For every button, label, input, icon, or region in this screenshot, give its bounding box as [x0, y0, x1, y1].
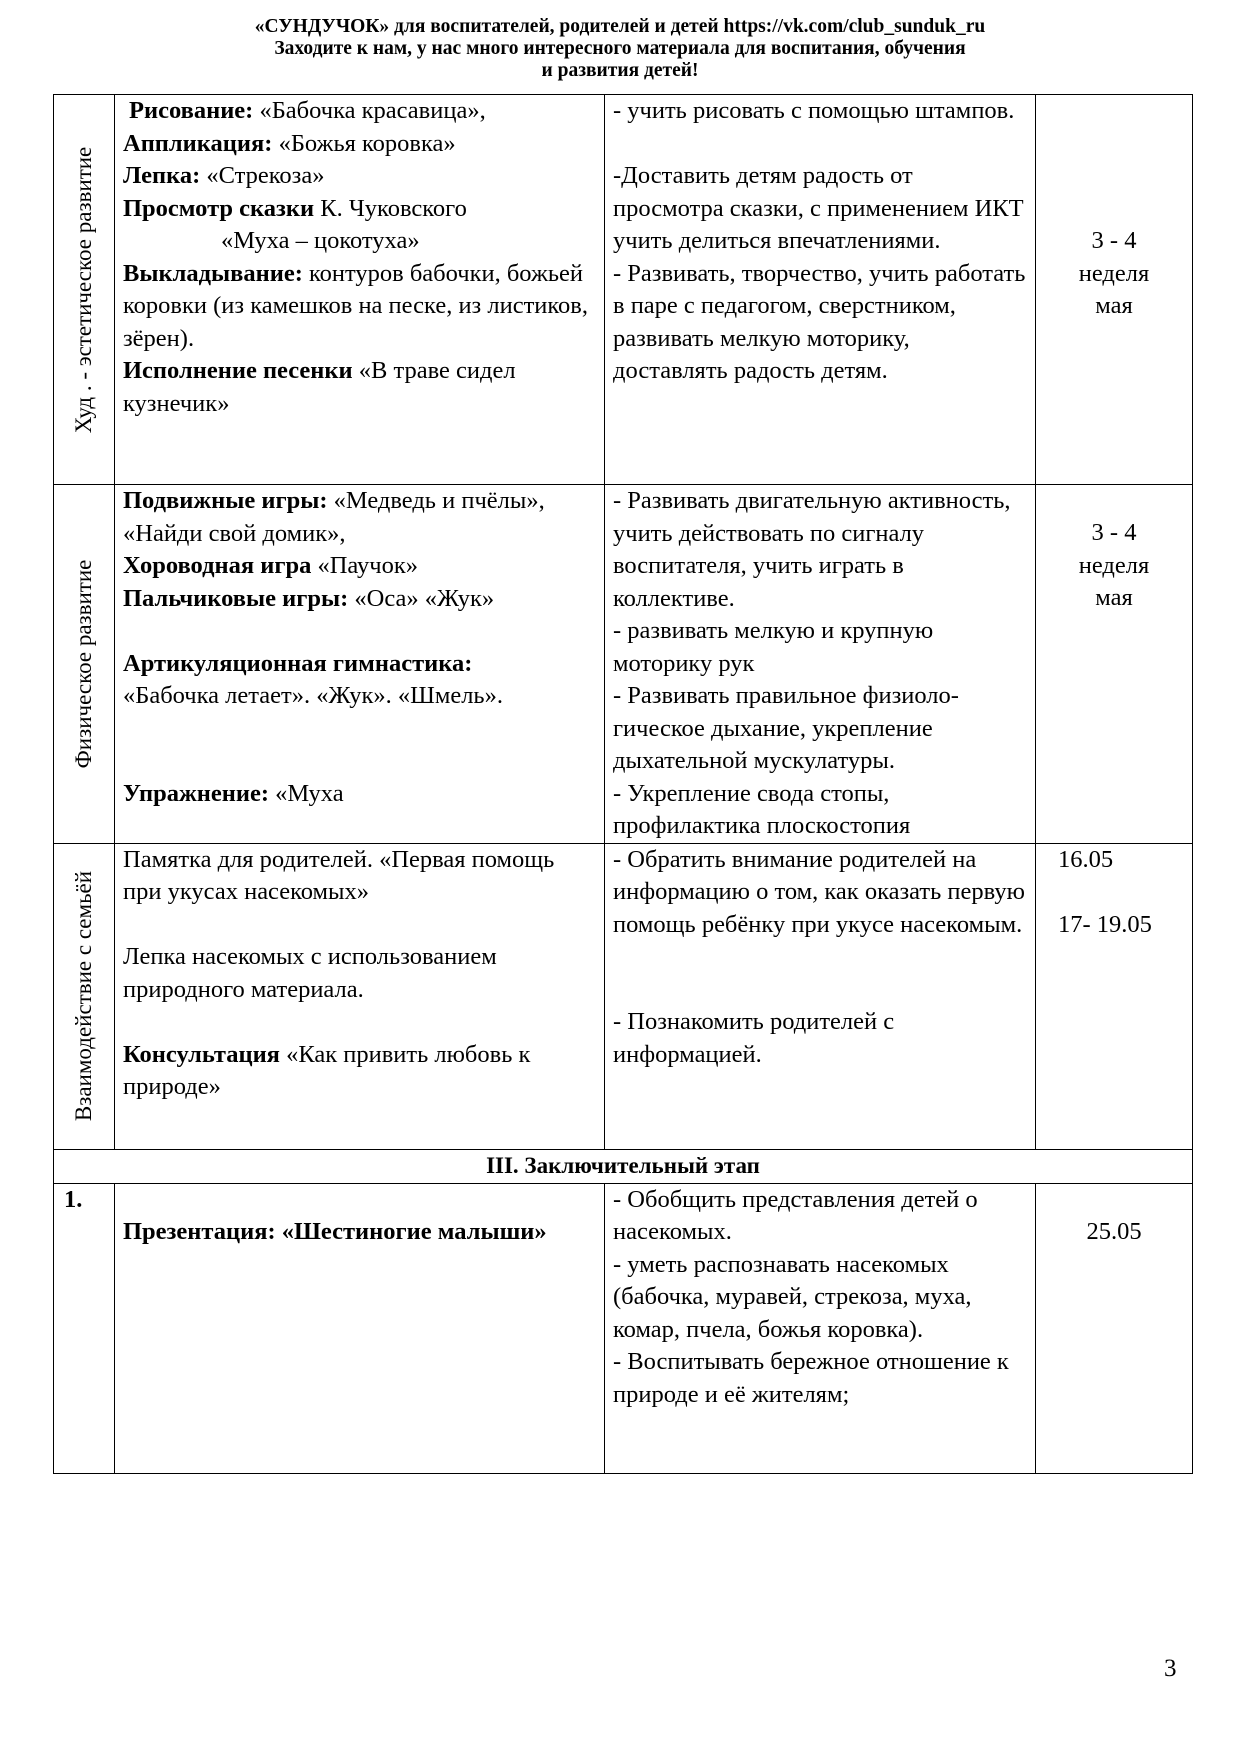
- activity-text: «Стрекоза»: [200, 162, 325, 189]
- activity-text: «Как привить любовь к природе»: [123, 1040, 531, 1100]
- table-row-physical: [54, 485, 1193, 844]
- goals-cell: [605, 485, 1036, 844]
- activity-text: контуров бабочки, божьей коровки (из камешков на песке, из листиков, зёрен).: [123, 259, 588, 352]
- plan-table: [53, 94, 1193, 1474]
- goals-cell: [605, 95, 1036, 485]
- section-label: Взаимодействие с семьёй: [70, 870, 96, 1122]
- activity-text: «Медведь и пчёлы», «Найди свой домик»,: [123, 487, 545, 547]
- goal-text: - развивать мелкую и крупную моторику рук: [613, 617, 934, 677]
- date-text: мая: [1095, 584, 1133, 611]
- activity-label: Исполнение песенки: [123, 357, 353, 384]
- date-text: 3 - 4: [1091, 519, 1137, 546]
- activity-label: Артикуляционная гимнастика:: [123, 649, 473, 677]
- activity-text: «Паучок»: [311, 552, 419, 579]
- goal-text: - Познакомить родителей с информацией.: [613, 1008, 895, 1068]
- goal-text: - Развивать двигательную активность, учить действовать по сигналу воспитателя, учить играть в коллективе.: [613, 487, 1011, 612]
- activity-text: Лепка насекомых с использованием природного материала.: [123, 943, 497, 1003]
- number-cell: [54, 1183, 115, 1473]
- activity-label: Рисование:: [129, 97, 254, 124]
- activity-text: «В траве сидел кузнечик»: [123, 357, 516, 417]
- goal-text: - Укрепление свода стопы, профилактика плоскостопия: [613, 779, 911, 839]
- section-cell: [54, 485, 115, 844]
- table-row-final: [54, 1183, 1193, 1473]
- activities-cell: [115, 1183, 605, 1473]
- date-text: 16.05: [1058, 845, 1114, 873]
- activity-text: «Бабочка летает». «Жук». «Шмель».: [123, 682, 503, 709]
- table-row-family: [54, 843, 1193, 1149]
- activity-text: «Оса» «Жук»: [348, 584, 495, 612]
- activity-label: Выкладывание:: [123, 259, 303, 287]
- goal-text: - уметь распознавать насекомых (бабочка, муравей, стрекоза, муха, комар, пчела, божья коровка).: [613, 1250, 972, 1343]
- date-text: мая: [1095, 292, 1133, 319]
- activity-label: Лепка:: [123, 162, 201, 189]
- date-cell: [1036, 843, 1193, 1149]
- activity-label: Упражнение:: [123, 779, 269, 807]
- table-row-art: [54, 95, 1193, 485]
- date-cell: [1036, 485, 1193, 844]
- goal-text: - Воспитывать бережное отношение к природе и её жителям;: [613, 1348, 1009, 1408]
- goal-text: -Доставить детям радость от просмотра сказки, с применением ИКТ учить делиться впечатлениями.: [613, 162, 1024, 254]
- date-text: 17- 19.05: [1058, 910, 1152, 938]
- row-number: 1.: [64, 1185, 83, 1213]
- activity-label: Пальчиковые игры:: [123, 584, 349, 612]
- activity-label: Просмотр сказки: [123, 194, 315, 222]
- section-label: Физическое развитие: [70, 559, 96, 769]
- goal-text: - Развивать, творчество, учить работать в паре с педагогом, сверстником, развивать мелкую моторику, доставлять радость детям.: [613, 259, 1026, 384]
- page-header: [0, 16, 1240, 82]
- header-line-3: и развития детей!: [541, 60, 699, 81]
- activity-text: «Муха: [268, 779, 344, 807]
- date-text: 25.05: [1086, 1218, 1142, 1245]
- page-number: 3: [1164, 1655, 1177, 1682]
- activity-label: Подвижные игры:: [123, 487, 328, 514]
- goals-cell: [605, 1183, 1036, 1473]
- goal-text: - Обобщить представления детей о насекомых.: [613, 1185, 978, 1245]
- date-text: неделя: [1078, 551, 1150, 579]
- activity-text: К. Чуковского: [314, 194, 467, 222]
- activity-text: «Муха – цокотуха»: [221, 227, 420, 254]
- goal-text: - Обратить внимание родителей на информацию о том, как оказать первую помощь ребёнку при укусе насекомым.: [613, 845, 1025, 938]
- table-row-stage: [54, 1149, 1193, 1183]
- section-label: Худ . - эстетическое развитие: [70, 146, 96, 433]
- activities-cell: [115, 485, 605, 844]
- activity-text: Памятка для родителей. «Первая помощь при укусах насекомых»: [123, 845, 555, 905]
- activity-text: «Бабочка красавица»,: [253, 97, 486, 124]
- date-cell: [1036, 1183, 1193, 1473]
- date-text: 3 - 4: [1091, 227, 1137, 254]
- activities-cell: [115, 843, 605, 1149]
- activity-label: Презентация: «Шестиногие малыши»: [123, 1218, 547, 1245]
- section-cell: [54, 95, 115, 485]
- activity-label: Хороводная игра: [123, 552, 312, 579]
- activity-label: Консультация: [123, 1040, 280, 1068]
- goals-cell: [605, 843, 1036, 1149]
- section-cell: [54, 843, 115, 1149]
- header-line-2: Заходите к нам, у нас много интересного материала для воспитания, обучения: [274, 38, 966, 59]
- goal-text: - Развивать правильное физиоло-гическое дыхание, укрепление дыхательной мускулатуры.: [613, 682, 959, 774]
- date-cell: [1036, 95, 1193, 485]
- goal-text: - учить рисовать с помощью штампов.: [613, 97, 1015, 124]
- header-line-1: «СУНДУЧОК» для воспитателей, родителей и детей https://vk.com/club_sunduk_ru: [254, 16, 986, 37]
- date-text: неделя: [1078, 259, 1150, 287]
- stage-title: III. Заключительный этап: [54, 1149, 1193, 1183]
- activities-cell: [115, 95, 605, 485]
- activity-label: Аппликация:: [123, 129, 273, 157]
- activity-text: «Божья коровка»: [272, 129, 456, 157]
